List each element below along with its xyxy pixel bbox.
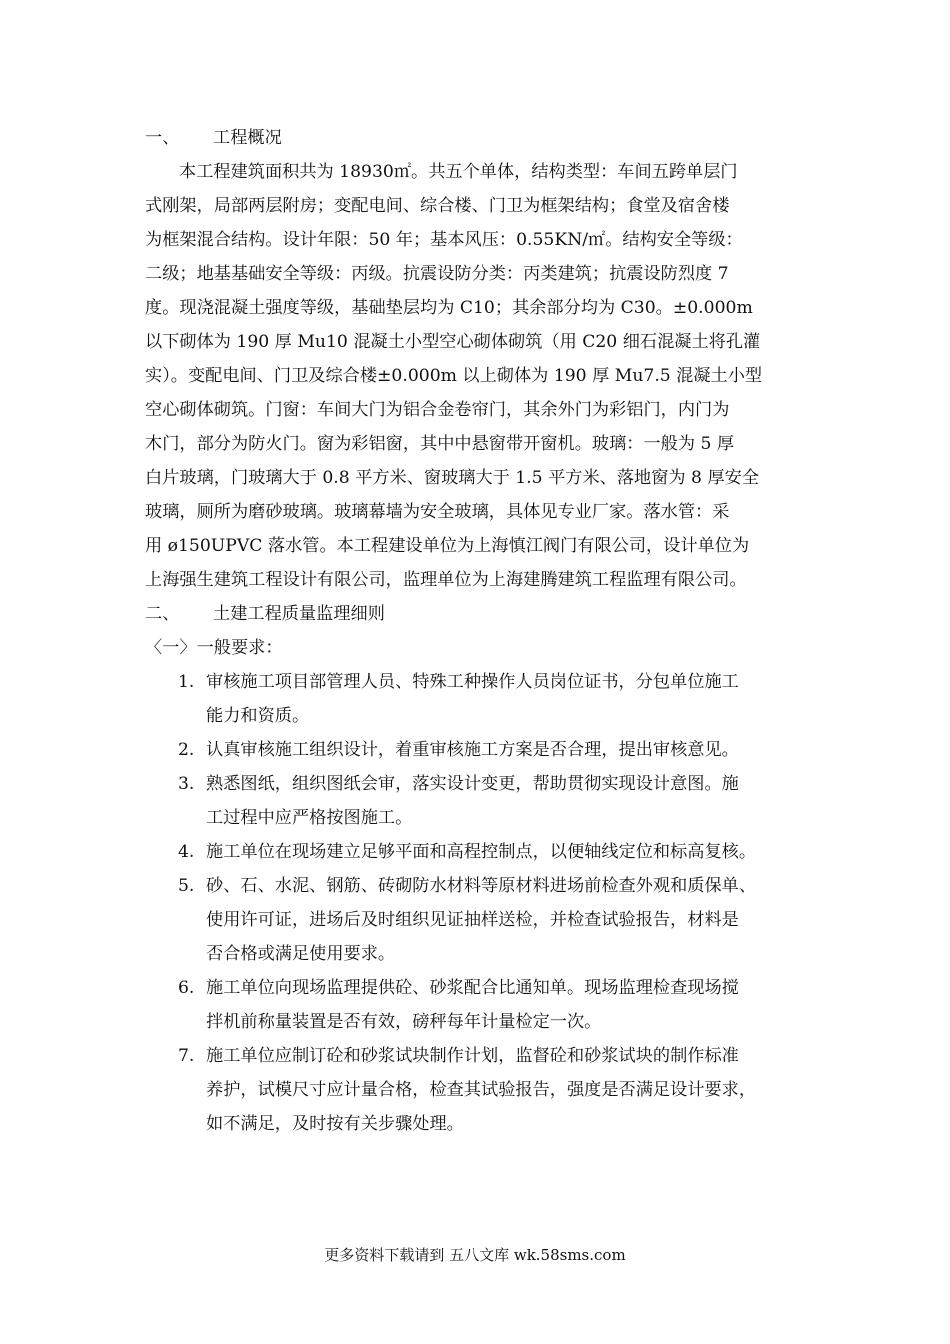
- list-item-text: 工过程中应严格按图施工。: [206, 808, 413, 828]
- paragraph-line: 为框架混合结构。设计年限：50 年；基本风压：0.55KN/㎡。结构安全等级：: [145, 230, 743, 250]
- paragraph-line: 以下砌体为 190 厚 Mu10 混凝土小型空心砌体砌筑（用 C20 细石混凝土将孔灌: [145, 332, 761, 352]
- list-item-text: 认真审核施工组织设计，着重审核施工方案是否合理，提出审核意见。: [206, 740, 739, 760]
- list-item-number: 4.: [178, 842, 195, 862]
- footer-text: 更多资料下载请到 五八文库 wk.58sms.com: [324, 1246, 626, 1264]
- list-item-number: 1.: [178, 672, 195, 692]
- list-item-text: 使用许可证，进场后及时组织见证抽样送检，并检查试验报告，材料是: [206, 910, 739, 930]
- paragraph-line: 本工程建筑面积共为 18930㎡。共五个单体，结构类型：车间五跨单层门: [179, 162, 738, 182]
- list-item-text: 熟悉图纸，组织图纸会审，落实设计变更，帮助贯彻实现设计意图。施: [206, 774, 739, 794]
- section-2-number: 二、: [145, 604, 180, 624]
- paragraph-line: 用 ø150UPVC 落水管。本工程建设单位为上海慎江阀门有限公司，设计单位为: [145, 536, 750, 556]
- list-item-text: 否合格或满足使用要求。: [206, 944, 396, 964]
- paragraph-line: 式刚架，局部两层附房；变配电间、综合楼、门卫为框架结构；食堂及宿舍楼: [145, 196, 730, 216]
- list-item-text: 能力和资质。: [206, 706, 310, 726]
- paragraph-line: 实）。变配电间、门卫及综合楼±0.000m 以上砌体为 190 厚 Mu7.5 混凝土小型: [145, 366, 763, 386]
- section-2-heading: [145, 602, 385, 626]
- section-1-number: 一、: [145, 128, 180, 148]
- list-item-text: 施工单位向现场监理提供砼、砂浆配合比通知单。现场监理检查现场搅: [206, 978, 739, 998]
- list-item-number: 5.: [178, 876, 195, 896]
- list-item-text: 砂、石、水泥、钢筋、砖砌防水材料等原材料进场前检查外观和质保单、: [206, 876, 757, 896]
- section-2-title: 土建工程质量监理细则: [213, 604, 385, 624]
- paragraph-line: 空心砌体砌筑。门窗：车间大门为铝合金卷帘门，其余外门为彩铝门，内门为: [145, 400, 730, 420]
- paragraph-line: 上海强生建筑工程设计有限公司，监理单位为上海建腾建筑工程监理有限公司。: [145, 570, 747, 590]
- list-item-text: 拌机前称量装置是否有效，磅秤每年计量检定一次。: [206, 1012, 602, 1032]
- list-item-text: 养护，试模尺寸应计量合格，检查其试验报告，强度是否满足设计要求，: [206, 1080, 757, 1100]
- list-item-text: 施工单位在现场建立足够平面和高程控制点，以便轴线定位和标高复核。: [206, 842, 757, 862]
- paragraph-line: 白片玻璃，门玻璃大于 0.8 平方米、窗玻璃大于 1.5 平方米、落地窗为 8 厚安全: [145, 468, 760, 488]
- sub-heading: 〈一〉一般要求：: [145, 638, 283, 658]
- paragraph-line: 木门，部分为防火门。窗为彩铝窗，其中中悬窗带开窗机。玻璃：一般为 5 厚: [145, 434, 735, 454]
- paragraph-line: 玻璃，厕所为磨砂玻璃。玻璃幕墙为安全玻璃，具体见专业厂家。落水管：采: [145, 502, 730, 522]
- list-item-number: 7.: [178, 1046, 195, 1066]
- list-item-text: 如不满足，及时按有关步骤处理。: [206, 1114, 464, 1134]
- paragraph-line: 二级；地基基础安全等级：丙级。抗震设防分类：丙类建筑；抗震设防烈度 7: [145, 264, 729, 284]
- section-1-title: 工程概况: [213, 128, 282, 148]
- paragraph-line: 度。现浇混凝土强度等级，基础垫层均为 C10；其余部分均为 C30。±0.000m: [145, 298, 753, 318]
- list-item-text: 审核施工项目部管理人员、特殊工种操作人员岗位证书，分包单位施工: [206, 672, 739, 692]
- list-item-text: 施工单位应制订砼和砂浆试块制作计划，监督砼和砂浆试块的制作标准: [206, 1046, 739, 1066]
- list-item-number: 2.: [178, 740, 195, 760]
- section-1-heading: [145, 126, 282, 150]
- list-item-number: 6.: [178, 978, 195, 998]
- list-item-number: 3.: [178, 774, 195, 794]
